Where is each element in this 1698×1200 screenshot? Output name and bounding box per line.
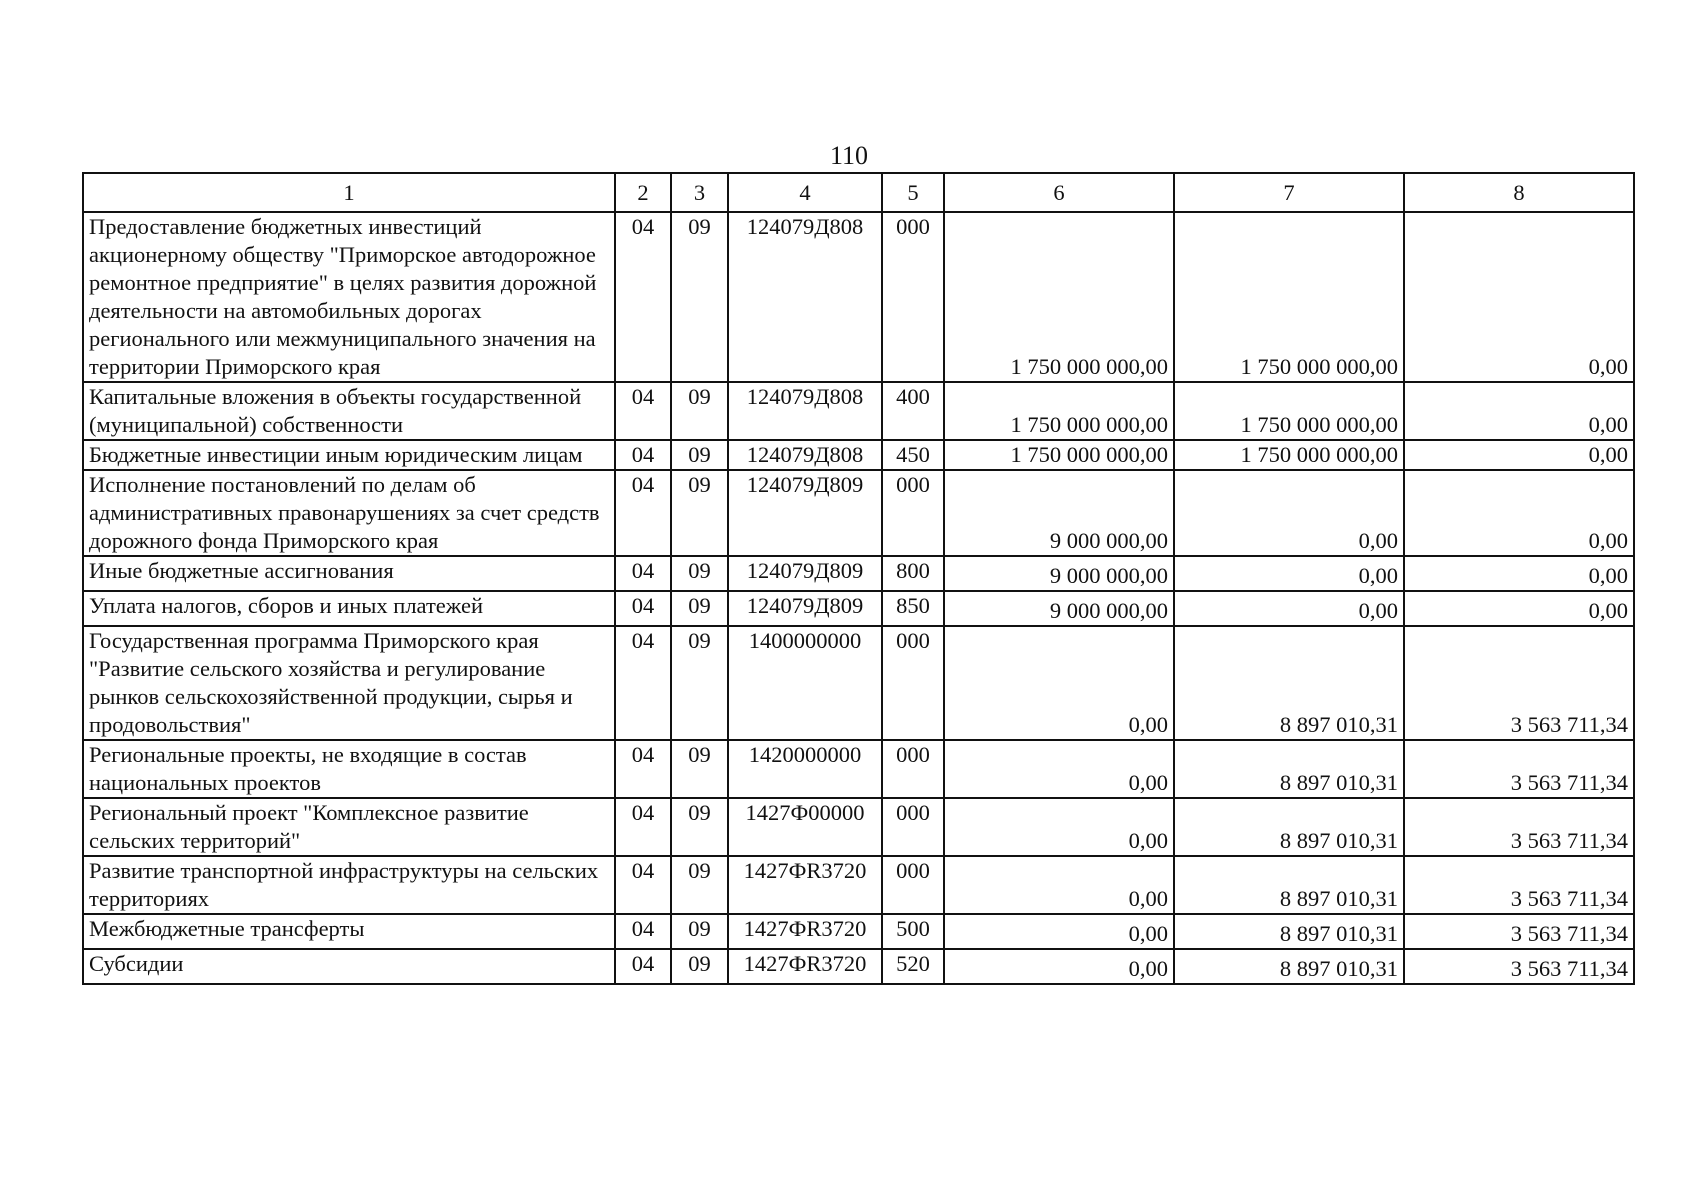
- amount-col-7: 1 750 000 000,00: [1174, 440, 1404, 470]
- amount-col-8: 0,00: [1404, 440, 1634, 470]
- amount-col-6: 0,00: [944, 798, 1174, 856]
- amount-col-8: 3 563 711,34: [1404, 798, 1634, 856]
- amount-col-6: 0,00: [944, 626, 1174, 740]
- target-article-code: 124079Д808: [728, 382, 882, 440]
- row-name: Иные бюджетные ассигнования: [83, 556, 615, 591]
- expense-type-code: 400: [882, 382, 944, 440]
- amount-col-8: 0,00: [1404, 556, 1634, 591]
- section-code: 04: [615, 914, 671, 949]
- table-row: [83, 856, 1634, 914]
- amount-col-7: 1 750 000 000,00: [1174, 382, 1404, 440]
- target-article-code: 1427ФR3720: [728, 856, 882, 914]
- section-code: 04: [615, 626, 671, 740]
- amount-col-6: 0,00: [944, 949, 1174, 984]
- column-header-8: 8: [1404, 173, 1634, 212]
- amount-col-8: 3 563 711,34: [1404, 740, 1634, 798]
- section-code: 04: [615, 949, 671, 984]
- row-name: Капитальные вложения в объекты государственной (муниципальной) собственности: [83, 382, 615, 440]
- amount-col-8: 3 563 711,34: [1404, 949, 1634, 984]
- column-header-7: 7: [1174, 173, 1404, 212]
- amount-col-8: 0,00: [1404, 212, 1634, 382]
- amount-col-6: 1 750 000 000,00: [944, 382, 1174, 440]
- target-article-code: 1427ФR3720: [728, 914, 882, 949]
- amount-col-6: 0,00: [944, 740, 1174, 798]
- subsection-code: 09: [671, 798, 728, 856]
- amount-col-8: 3 563 711,34: [1404, 856, 1634, 914]
- amount-col-7: 8 897 010,31: [1174, 856, 1404, 914]
- column-header-2: 2: [615, 173, 671, 212]
- page-number: 110: [829, 141, 869, 170]
- row-name: Исполнение постановлений по делам об административных правонарушениях за счет средств дорожного фонда Приморского края: [83, 470, 615, 556]
- expense-type-code: 000: [882, 470, 944, 556]
- amount-col-7: 8 897 010,31: [1174, 949, 1404, 984]
- amount-col-6: 9 000 000,00: [944, 470, 1174, 556]
- expense-type-code: 000: [882, 740, 944, 798]
- section-code: 04: [615, 556, 671, 591]
- table-row: [83, 440, 1634, 470]
- row-name: Уплата налогов, сборов и иных платежей: [83, 591, 615, 626]
- table-header-row: [83, 173, 1634, 212]
- target-article-code: 1427ФR3720: [728, 949, 882, 984]
- amount-col-8: 0,00: [1404, 470, 1634, 556]
- row-name: Региональный проект "Комплексное развитие сельских территорий": [83, 798, 615, 856]
- row-name: Субсидии: [83, 949, 615, 984]
- subsection-code: 09: [671, 740, 728, 798]
- column-header-6: 6: [944, 173, 1174, 212]
- amount-col-8: 0,00: [1404, 382, 1634, 440]
- subsection-code: 09: [671, 949, 728, 984]
- table-row: [83, 949, 1634, 984]
- table-row: [83, 914, 1634, 949]
- amount-col-7: 8 897 010,31: [1174, 626, 1404, 740]
- amount-col-8: 0,00: [1404, 591, 1634, 626]
- table-row: [83, 470, 1634, 556]
- section-code: 04: [615, 212, 671, 382]
- column-header-5: 5: [882, 173, 944, 212]
- amount-col-6: 1 750 000 000,00: [944, 440, 1174, 470]
- subsection-code: 09: [671, 856, 728, 914]
- section-code: 04: [615, 382, 671, 440]
- table-row: [83, 556, 1634, 591]
- amount-col-6: 0,00: [944, 856, 1174, 914]
- target-article-code: 124079Д808: [728, 212, 882, 382]
- amount-col-8: 3 563 711,34: [1404, 626, 1634, 740]
- target-article-code: 124079Д808: [728, 440, 882, 470]
- amount-col-8: 3 563 711,34: [1404, 914, 1634, 949]
- amount-col-6: 9 000 000,00: [944, 591, 1174, 626]
- target-article-code: 124079Д809: [728, 470, 882, 556]
- amount-col-6: 1 750 000 000,00: [944, 212, 1174, 382]
- row-name: Межбюджетные трансферты: [83, 914, 615, 949]
- amount-col-6: 0,00: [944, 914, 1174, 949]
- expense-type-code: 850: [882, 591, 944, 626]
- target-article-code: 1400000000: [728, 626, 882, 740]
- expense-type-code: 000: [882, 212, 944, 382]
- table-row: [83, 740, 1634, 798]
- subsection-code: 09: [671, 212, 728, 382]
- expense-type-code: 800: [882, 556, 944, 591]
- table-row: [83, 212, 1634, 382]
- row-name: Региональные проекты, не входящие в состав национальных проектов: [83, 740, 615, 798]
- section-code: 04: [615, 591, 671, 626]
- amount-col-7: 8 897 010,31: [1174, 914, 1404, 949]
- section-code: 04: [615, 470, 671, 556]
- column-header-4: 4: [728, 173, 882, 212]
- target-article-code: 124079Д809: [728, 556, 882, 591]
- amount-col-7: 8 897 010,31: [1174, 740, 1404, 798]
- amount-col-7: 0,00: [1174, 556, 1404, 591]
- subsection-code: 09: [671, 591, 728, 626]
- subsection-code: 09: [671, 440, 728, 470]
- target-article-code: 124079Д809: [728, 591, 882, 626]
- expense-type-code: 500: [882, 914, 944, 949]
- subsection-code: 09: [671, 470, 728, 556]
- subsection-code: 09: [671, 626, 728, 740]
- column-header-1: 1: [83, 173, 615, 212]
- expense-type-code: 000: [882, 798, 944, 856]
- section-code: 04: [615, 798, 671, 856]
- section-code: 04: [615, 740, 671, 798]
- target-article-code: 1427Ф00000: [728, 798, 882, 856]
- table-row: [83, 591, 1634, 626]
- row-name: Развитие транспортной инфраструктуры на сельских территориях: [83, 856, 615, 914]
- target-article-code: 1420000000: [728, 740, 882, 798]
- table-row: [83, 626, 1634, 740]
- budget-table: [82, 172, 1635, 985]
- expense-type-code: 000: [882, 856, 944, 914]
- amount-col-7: 0,00: [1174, 470, 1404, 556]
- row-name: Бюджетные инвестиции иным юридическим лицам: [83, 440, 615, 470]
- row-name: Государственная программа Приморского края "Развитие сельского хозяйства и регулирование рынков сельскохозяйственной продукции, сырья и продовольствия": [83, 626, 615, 740]
- amount-col-7: 0,00: [1174, 591, 1404, 626]
- table-row: [83, 382, 1634, 440]
- amount-col-7: 1 750 000 000,00: [1174, 212, 1404, 382]
- expense-type-code: 000: [882, 626, 944, 740]
- subsection-code: 09: [671, 556, 728, 591]
- subsection-code: 09: [671, 914, 728, 949]
- expense-type-code: 450: [882, 440, 944, 470]
- section-code: 04: [615, 440, 671, 470]
- section-code: 04: [615, 856, 671, 914]
- column-header-3: 3: [671, 173, 728, 212]
- table-row: [83, 798, 1634, 856]
- row-name: Предоставление бюджетных инвестиций акционерному обществу "Приморское автодорожное ремонтное предприятие" в целях развития дорожной деятельности на автомобильных дорогах регионального или межмуниципального значения на территории Приморского края: [83, 212, 615, 382]
- amount-col-7: 8 897 010,31: [1174, 798, 1404, 856]
- amount-col-6: 9 000 000,00: [944, 556, 1174, 591]
- subsection-code: 09: [671, 382, 728, 440]
- expense-type-code: 520: [882, 949, 944, 984]
